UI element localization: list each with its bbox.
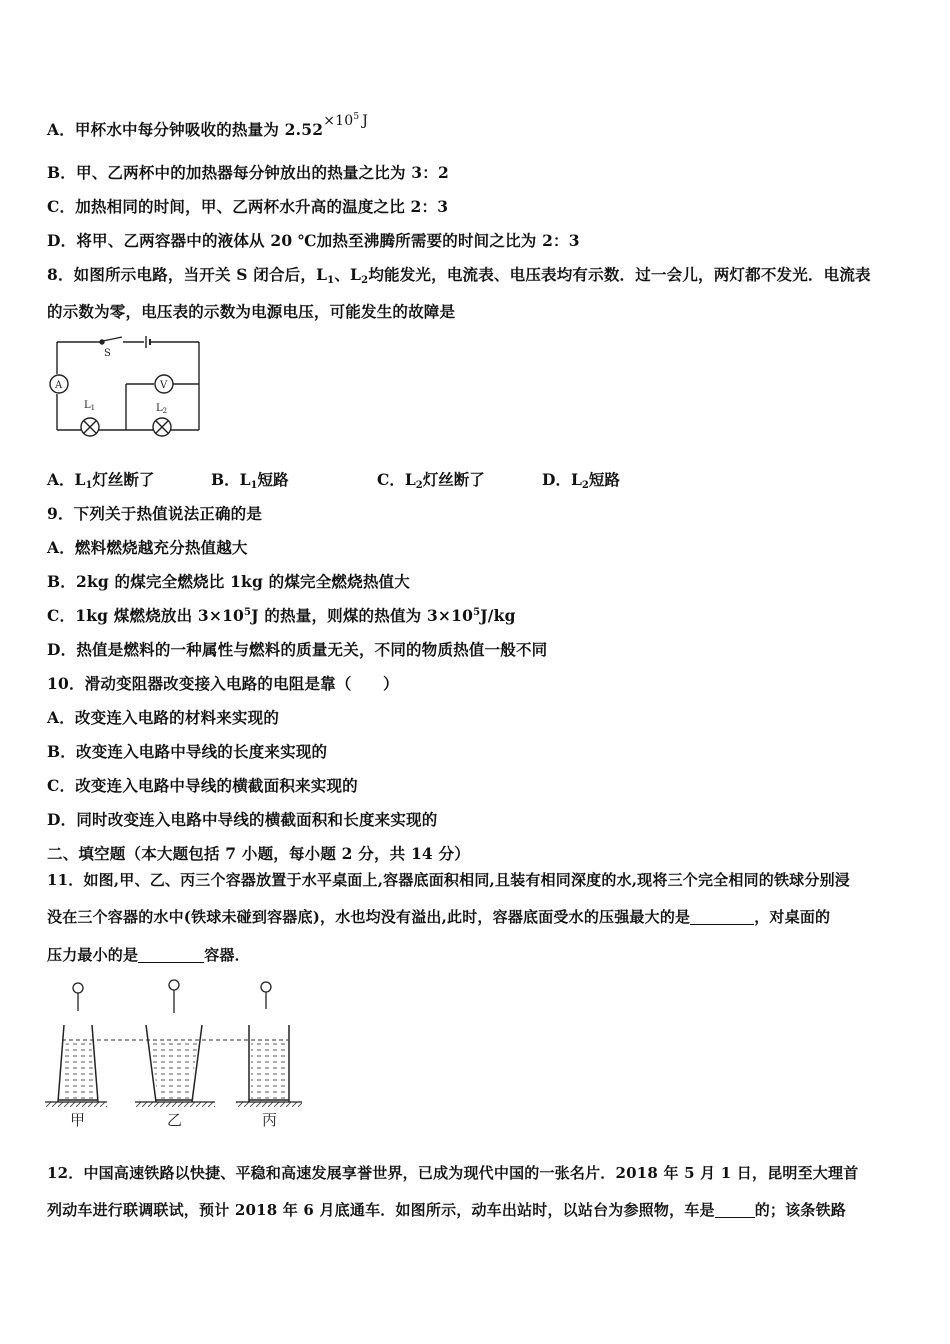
ball-bing xyxy=(261,982,271,992)
lamp-l1-label: $L_1$ xyxy=(84,400,96,412)
answer-blank-3[interactable] xyxy=(715,1202,755,1218)
ball-jia xyxy=(73,983,83,993)
q7-option-c: C．加热相同的时间，甲、乙两杯水升高的温度之比 2：3 xyxy=(47,197,449,216)
q7-option-d: D．将甲、乙两容器中的液体从 20 ℃加热至沸腾所需要的时间之比为 2：3 xyxy=(47,231,580,250)
q10-option-d: D．同时改变连入电路中导线的横截面积和长度来实现的 xyxy=(47,810,438,829)
q11-line2: 没在三个容器的水中(铁球未碰到容器底)，水也均没有溢出,此时，容器底面受水的压强最大的是 ，对桌面的 xyxy=(47,908,831,926)
circuit-diagram xyxy=(44,334,206,440)
q8-option-b: B．$L_1$短路 xyxy=(211,470,289,491)
ball-yi xyxy=(169,980,179,990)
answer-blank-1[interactable] xyxy=(690,909,754,925)
q10-option-a: A．改变连入电路的材料来实现的 xyxy=(47,708,280,727)
switch-label: S xyxy=(104,348,111,359)
q9-option-c: C．1kg 煤燃烧放出 $3\times 10^5J$ 的热量，则煤的热值为 $3\times 10^5J/kg$ xyxy=(47,606,516,625)
section-title: 二、填空题（本大题包括 7 小题，每小题 2 分，共 14 分） xyxy=(47,844,470,863)
lamp-l2-label: $L_2$ xyxy=(156,403,168,415)
q12-line1: 12．中国高速铁路以快捷、平稳和高速发展享誉世界，已成为现代中国的一张名片．2018 年 5 月 1 日，昆明至大理首 xyxy=(47,1164,859,1182)
q11-line3: 压力最小的是 容器． xyxy=(47,946,250,964)
q8-option-a: A．$L_1$灯丝断了 xyxy=(47,470,155,491)
label-yi: 乙 xyxy=(167,1111,183,1129)
q8-option-d: D．$L_2$短路 xyxy=(542,470,620,491)
q10-option-c: C．改变连入电路中导线的横截面积来实现的 xyxy=(47,776,358,795)
ammeter-label: A xyxy=(55,380,63,391)
voltmeter-label: V xyxy=(160,380,168,391)
q9-stem: 9．下列关于热值说法正确的是 xyxy=(47,504,263,523)
q11-line1: 11．如图,甲、乙、丙三个容器放置于水平桌面上,容器底面积相同,且装有相同深度的水,现将三个完全相同的铁球分别浸 xyxy=(47,871,850,889)
label-bing: 丙 xyxy=(262,1111,278,1129)
q7-option-a: A．甲杯水中每分钟吸收的热量为 $2.52\times 10^5$ J xyxy=(47,112,369,139)
q8-option-c: C．$L_2$灯丝断了 xyxy=(377,470,485,491)
switch xyxy=(103,337,122,341)
answer-blank-2[interactable] xyxy=(138,947,204,963)
q7-option-b: B．甲、乙两杯中的加热器每分钟放出的热量之比为 3：2 xyxy=(47,163,449,182)
q9-option-a: A．燃料燃烧越充分热值越大 xyxy=(47,538,248,557)
q9-option-d: D．热值是燃料的一种属性与燃料的质量无关，不同的物质热值一般不同 xyxy=(47,640,548,659)
q8-stem-line2: 的示数为零，电压表的示数为电源电压，可能发生的故障是 xyxy=(47,302,456,321)
label-jia: 甲 xyxy=(70,1111,86,1129)
q10-stem: 10．滑动变阻器改变接入电路的电阻是靠（ ） xyxy=(47,674,399,693)
q8-stem-line1: 8．如图所示电路，当开关 S 闭合后，$L_1$、$L_2$均能发光，电流表、电压表均有示数．过一会儿，两灯都不发光．电流表 xyxy=(47,265,871,286)
container-yi xyxy=(135,980,215,1107)
container-bing xyxy=(236,982,302,1107)
q9-option-b: B．2kg 的煤完全燃烧比 1kg 的煤完全燃烧热值大 xyxy=(47,572,410,591)
containers-diagram xyxy=(40,975,308,1130)
q10-option-b: B．改变连入电路中导线的长度来实现的 xyxy=(47,742,328,761)
q12-line2: 列动车进行联调联试，预计 2018 年 6 月底通车．如图所示，动车出站时，以站台为参照物，车是 的；该条铁路 xyxy=(47,1201,846,1219)
q7-option-a-power: $\times 10^5$ J xyxy=(323,112,369,129)
container-jia xyxy=(45,983,107,1107)
